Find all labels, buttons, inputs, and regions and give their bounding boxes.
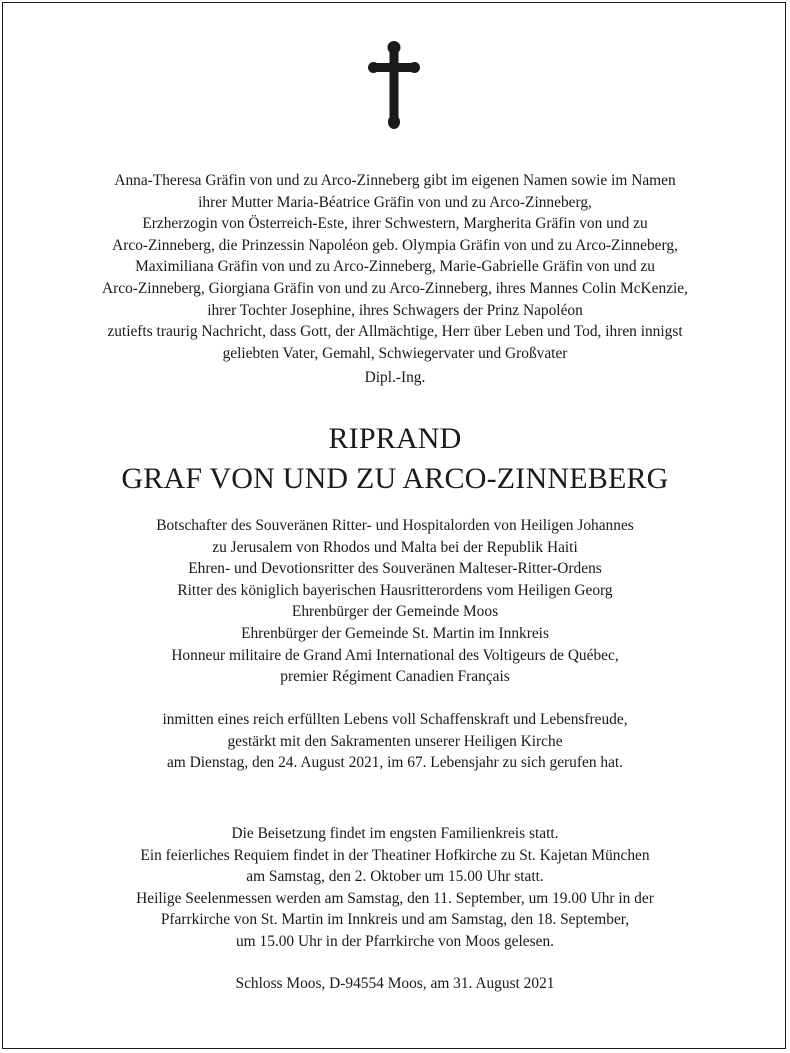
honour-line: zu Jerusalem von Rhodos und Malta bei der Republik Haiti [212,538,578,556]
intro-line: zutiefts traurig Nachricht, dass Gott, der Allmächtige, Herr über Leben und Tod, ihren innigst [107,323,683,341]
honours-list [3,515,787,688]
intro-line: Arco-Zinneberg, Giorgiana Gräfin von und zu Arco-Zinneberg, ihres Mannes Colin McKenzie, [102,279,688,297]
signoff-text: Schloss Moos, D-94554 Moos, am 31. August 2021 [235,975,555,992]
academic-title-text: Dipl.-Ing. [364,369,426,386]
intro-line: ihrer Tochter Josephine, ihres Schwagers der Prinz Napoléon [207,301,583,319]
honour-line: Ritter des königlich bayerischen Hausritterordens vom Heiligen Georg [177,581,613,599]
deceased-full-name: GRAF VON UND ZU ARCO-ZINNEBERG [121,462,669,495]
funeral-line: Pfarrkirche von St. Martin im Innkreis und am Samstag, den 18. September, [160,911,630,929]
academic-title [3,367,787,389]
intro-paragraph [3,170,787,364]
intro-line: Arco-Zinneberg, die Prinzessin Napoléon geb. Olympia Gräfin von und zu Arco-Zinneberg, [112,236,678,254]
honour-line: Ehren- und Devotionsritter des Souveränen Malteser-Ritter-Ordens [188,560,602,578]
funeral-paragraph [3,823,787,953]
life-paragraph [3,709,787,774]
obituary-frame [2,2,786,1049]
funeral-line: Heilige Seelenmessen werden am Samstag, den 11. September, um 19.00 Uhr in der [136,889,654,907]
honour-line: Botschafter des Souveränen Ritter- und Hospitalorden von Heiligen Johannes [156,517,634,534]
signoff [3,973,787,995]
honour-line: premier Régiment Canadien Français [280,668,510,686]
funeral-line: Ein feierliches Requiem findet in der Theatiner Hofkirche zu St. Kajetan München [140,846,650,864]
honour-line: Honneur militaire de Grand Ami International des Voltigeurs de Québec, [171,646,619,664]
intro-line: Anna-Theresa Gräfin von und zu Arco-Zinneberg gibt im eigenen Namen sowie im Namen [114,172,676,189]
intro-line: ihrer Mutter Maria-Béatrice Gräfin von und zu Arco-Zinneberg, [198,193,592,211]
funeral-line: am Samstag, den 2. Oktober um 15.00 Uhr statt. [246,868,544,886]
life-line: gestärkt mit den Sakramenten unserer Heiligen Kirche [227,732,563,750]
honour-line: Ehrenbürger der Gemeinde Moos [291,603,499,621]
honour-line: Ehrenbürger der Gemeinde St. Martin im Innkreis [241,624,549,642]
deceased-first-name: RIPRAND [328,422,462,455]
intro-line: Maximiliana Gräfin von und zu Arco-Zinneberg, Marie-Gabrielle Gräfin von und zu [135,258,655,276]
cross-icon [368,41,420,129]
life-line: inmitten eines reich erfüllten Lebens voll Schaffenskraft und Lebensfreude, [162,711,628,728]
funeral-line: Die Beisetzung findet im engsten Familienkreis statt. [231,825,559,842]
deceased-name [3,419,787,499]
intro-line: Erzherzogin von Österreich-Este, ihrer Schwestern, Margherita Gräfin von und zu [142,215,648,233]
life-line: am Dienstag, den 24. August 2021, im 67. Lebensjahr zu sich gerufen hat. [166,754,624,772]
intro-line: geliebten Vater, Gemahl, Schwiegervater und Großvater [222,344,568,362]
funeral-line: um 15.00 Uhr in der Pfarrkirche von Moos gelesen. [235,932,554,950]
